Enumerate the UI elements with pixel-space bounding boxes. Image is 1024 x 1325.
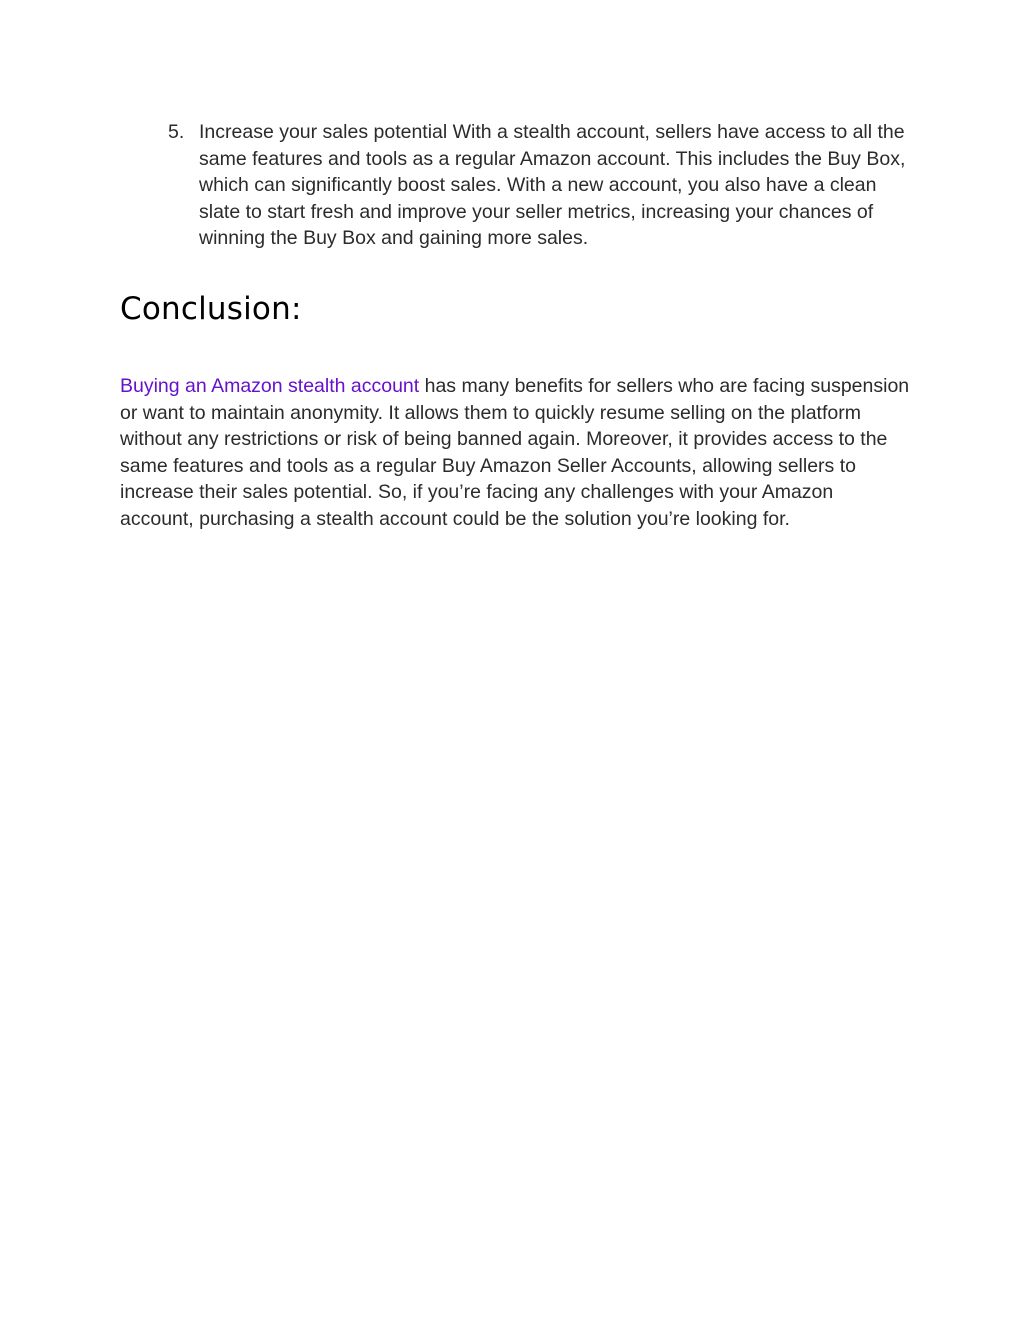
list-item [168,119,908,252]
conclusion-paragraph [120,373,910,533]
list-item-text: Increase your sales potential With a stealth account, sellers have access to all the same features and tools as a regular Amazon account. This includes the Buy Box, which can significantly boost sales. With a new account, you also have a clean slate to start fresh and improve your seller metrics, increasing your chances of winning the Buy Box and gaining more sales. [199,121,906,250]
list-item-number: 5. [168,121,185,143]
stealth-account-link[interactable]: Buying an Amazon stealth account [120,375,420,397]
conclusion-body-text: has many benefits for sellers who are facing suspension or want to maintain anonymity. It allows them to quickly resume selling on the platform without any restrictions or risk of being banned again. Moreover, it provides access to the same features and tools as a regular Buy Amazon Seller Accounts, allowing sellers to increase their sales potential. So, if you’re facing any challenges with your Amazon account, purchasing a stealth account could be the solution you’re looking for. [120,375,910,530]
conclusion-heading: Conclusion: [120,291,302,327]
benefits-list [168,119,908,252]
